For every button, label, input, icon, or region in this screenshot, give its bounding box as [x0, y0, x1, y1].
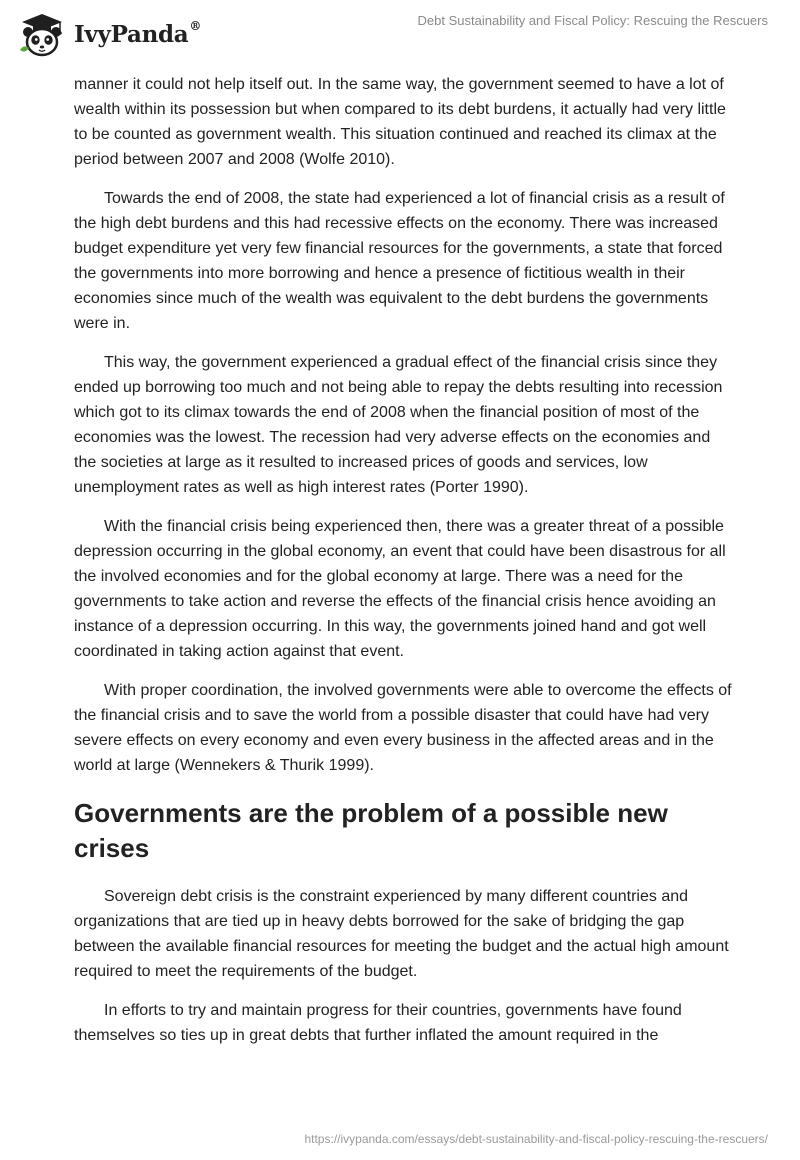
section-heading: Governments are the problem of a possible new crises: [74, 798, 668, 863]
paragraph: Sovereign debt crisis is the constraint experienced by many different countries and organizations that are tied up in heavy debts borrowed for the sake of bridging the gap between the available financial resources for meeting the budget and the actual high amount required to meet the requirements of the budget.: [74, 888, 729, 980]
paragraph: In efforts to try and maintain progress for their countries, governments have found themselves so ties up in great debts that further inflated the amount required in the: [74, 1002, 682, 1044]
brand-logo[interactable]: [16, 10, 201, 58]
paragraph-continued: manner it could not help itself out. In the same way, the government seemed to have a lot of wealth within its possession but when compared to its debt burdens, it actually had very little to be counted as government wealth. This situation continued and reached its climax at the period between 2007 and 2008 (Wolfe 2010).: [74, 76, 726, 168]
brand-name: IvyPanda®: [74, 18, 202, 48]
paragraph: With proper coordination, the involved governments were able to overcome the effects of the financial crisis and to save the world from a possible disaster that could have had very severe effects on every economy and even every business in the affected areas and in the world at large (Wennekers & Thurik 1999).: [74, 682, 732, 774]
paragraph: This way, the government experienced a gradual effect of the financial crisis since they ended up borrowing too much and not being able to repay the debts resulting into recession which got to its climax towards the end of 2008 when the financial position of most of the economies was the lowest. The recession had very adverse effects on the economies and the societies at large as it resulted to increased prices of goods and services, low unemployment rates as well as high interest rates (Porter 1990).: [74, 354, 723, 496]
source-url[interactable]: https://ivypanda.com/essays/debt-sustainability-and-fiscal-policy-rescuing-the-rescuers/: [304, 1132, 768, 1146]
registered-mark: ®: [189, 18, 202, 33]
paragraph: With the financial crisis being experienced then, there was a greater threat of a possible depression occurring in the global economy, an event that could have been disastrous for all the involved economies and for the global economy at large. There was a need for the governments to take action and reverse the effects of the financial crisis hence avoiding an instance of a depression occurring. In this way, the governments joined hand and got well coordinated in taking action against that event.: [74, 518, 726, 660]
panda-logo-icon: [16, 10, 68, 58]
page-header: [0, 0, 800, 70]
paragraph: Towards the end of 2008, the state had experienced a lot of financial crisis as a result of the high debt burdens and this had recessive effects on the economy. There was increased budget expenditure yet very few financial resources for the governments, a state that forced the governments into more borrowing and hence a presence of fictitious wealth in their economies since much of the wealth was equivalent to the debt burdens the governments were in.: [74, 190, 725, 332]
document-title: Debt Sustainability and Fiscal Policy: Rescuing the Rescuers: [417, 13, 768, 28]
essay-body: [74, 72, 734, 1062]
